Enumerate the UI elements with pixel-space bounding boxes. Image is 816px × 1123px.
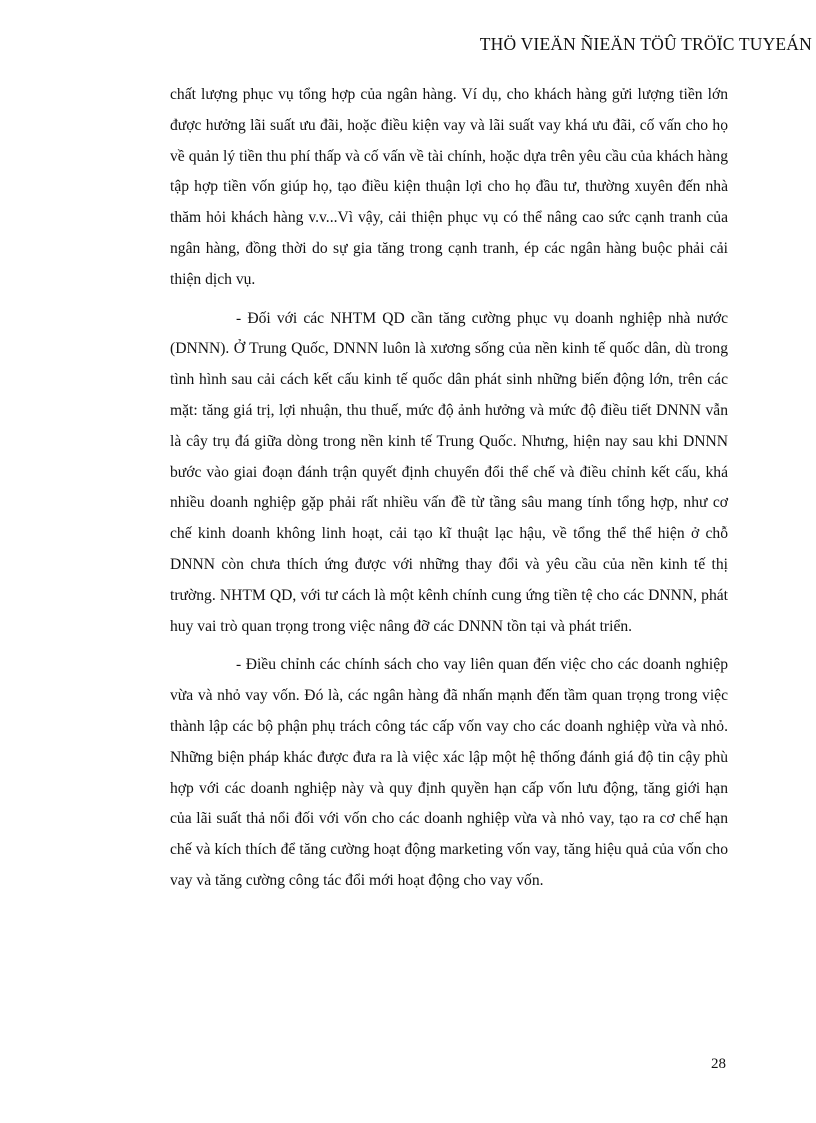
paragraph-state-enterprises: - Đối với các NHTM QD cần tăng cường phục vụ doanh nghiệp nhà nước (DNNN). Ở Trung Quốc, DNNN luôn là xương sống của nền kinh tế quốc dân, dù trong tình hình sau cải cách kết cấu kinh tế quốc dân phát sinh những biến động lớn, trên các mặt: tăng giá trị, lợi nhuận, thu thuế, mức độ ảnh hưởng và mức độ điều tiết DNNN vẫn là cây trụ đá giữa dòng trong nền kinh tế Trung Quốc. Nhưng, hiện nay sau khi DNNN bước vào giai đoạn đánh trận quyết định chuyển đổi thể chế và điều chỉnh kết cấu, khá nhiều doanh nghiệp gặp phải rất nhiều vấn đề từ tầng sâu mang tính tổng hợp, như cơ chế kinh doanh không linh hoạt, cải tạo kĩ thuật lạc hậu, về tổng thể thể hiện ở chỗ DNNN còn chưa thích ứng được với những thay đổi và yêu cầu của nền kinh tế thị trường. NHTM QD, với tư cách là một kênh chính cung ứng tiền tệ cho các DNNN, phát huy vai trò quan trọng trong việc nâng đỡ các DNNN tồn tại và phát triển. <box>170 309 728 635</box>
page-number: 28 <box>711 1056 726 1072</box>
page-body <box>170 80 728 905</box>
paragraph-sme-lending: - Điều chỉnh các chính sách cho vay liên quan đến việc cho các doanh nghiệp vừa và nhỏ vay vốn. Đó là, các ngân hàng đã nhấn mạnh đến tầm quan trọng trong việc thành lập các bộ phận phụ trách công tác cấp vốn vay cho các doanh nghiệp vừa và nhỏ. Những biện pháp khác được đưa ra là việc xác lập một hệ thống đánh giá độ tin cậy phù hợp với các doanh nghiệp này và quy định quyền hạn cấp vốn lưu động, tăng giới hạn của lãi suất thả nổi đối với vốn cho các doanh nghiệp vừa và nhỏ vay, tạo ra cơ chế hạn chế và kích thích để tăng cường hoạt động marketing vốn vay, tăng hiệu quả của vốn cho vay và tăng cường công tác đổi mới hoạt động cho vay vốn. <box>170 656 728 889</box>
paragraph-continuation: chất lượng phục vụ tổng hợp của ngân hàng. Ví dụ, cho khách hàng gửi lượng tiền lớn được hưởng lãi suất ưu đãi, hoặc điều kiện vay và lãi suất vay khá ưu đãi, cố vấn cho họ về quản lý tiền thu phí thấp và cố vấn về tài chính, hoặc dựa trên yêu cầu của khách hàng tập hợp tiền vốn giúp họ, tạo điều kiện thuận lợi cho họ đầu tư, thường xuyên đến nhà thăm hỏi khách hàng v.v...Vì vậy, cải thiện phục vụ có thể nâng cao sức cạnh tranh của ngân hàng, đồng thời do sự gia tăng trong cạnh tranh, ép các ngân hàng buộc phải cải thiện dịch vụ. <box>170 86 728 288</box>
running-header: THÖ VIEÄN ÑIEÄN TÖÛ TRÖÏC TUYEÁN <box>479 34 812 54</box>
